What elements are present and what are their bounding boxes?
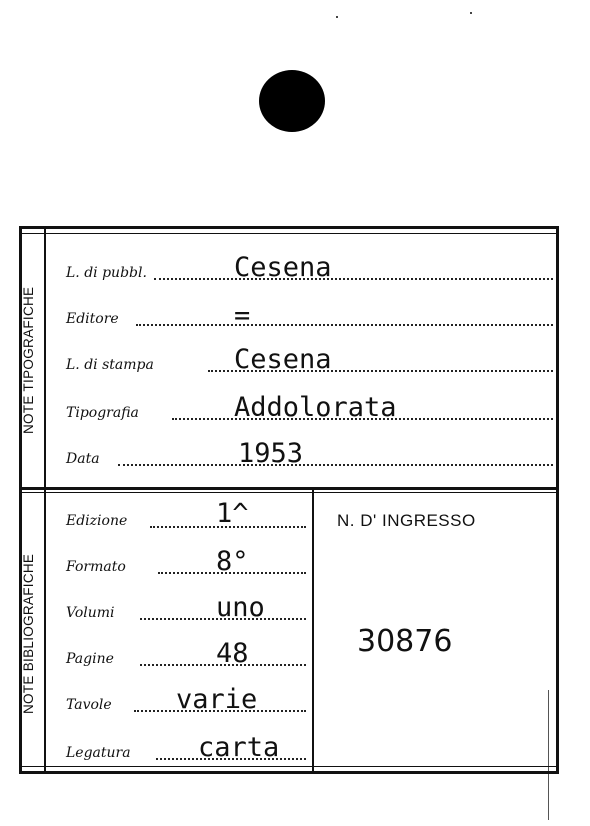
field-label: Legatura	[66, 745, 131, 761]
field-value: =	[234, 300, 251, 331]
label-column-rule	[44, 229, 46, 771]
field-value: 48	[216, 638, 249, 669]
card-inner-rule	[22, 233, 556, 234]
field-value: uno	[216, 592, 265, 623]
field-label: Editore	[66, 311, 119, 327]
field-label: Edizione	[66, 513, 128, 529]
field-value: carta	[198, 732, 280, 763]
field-label: Pagine	[66, 651, 114, 667]
punch-hole	[259, 70, 325, 132]
section-divider	[22, 492, 556, 493]
section-label-tipografiche: NOTE TIPOGRAFICHE	[21, 286, 36, 434]
field-value: 1953	[238, 438, 304, 469]
speck	[336, 16, 338, 18]
field-row-data	[66, 439, 553, 469]
field-row-tipografia	[66, 393, 553, 423]
field-row-edizione	[66, 498, 306, 531]
speck	[470, 12, 472, 14]
card-inner-rule	[22, 766, 556, 767]
field-value: varie	[176, 684, 258, 715]
field-row-formato	[66, 547, 306, 577]
field-row-luogo-pubblicazione	[66, 253, 553, 283]
field-label: Formato	[66, 559, 126, 575]
field-row-legatura	[66, 733, 306, 763]
field-label: Volumi	[66, 605, 115, 621]
field-value: Cesena	[234, 344, 332, 375]
ingresso-number: 30876	[357, 624, 453, 659]
field-label: L. di pubbl.	[66, 265, 147, 281]
ingresso-label: N. D' INGRESSO	[337, 511, 476, 530]
catalog-card	[19, 226, 559, 774]
field-row-editore	[66, 299, 553, 329]
field-row-volumi	[66, 593, 306, 623]
dotted-line	[136, 324, 553, 326]
field-row-tavole	[66, 685, 306, 715]
field-label: Tipografia	[66, 405, 139, 421]
field-label: Data	[66, 451, 100, 467]
field-row-pagine	[66, 639, 306, 669]
section-divider	[22, 487, 556, 490]
field-label: Tavole	[66, 697, 112, 713]
dotted-line	[118, 464, 553, 466]
section-label-bibliografiche: NOTE BIBLIOGRAFICHE	[21, 553, 36, 715]
dotted-line	[154, 278, 553, 280]
field-value: Addolorata	[234, 392, 397, 423]
field-value: Cesena	[234, 252, 332, 283]
field-row-luogo-stampa	[66, 345, 553, 375]
ingresso-column-divider	[312, 490, 314, 771]
field-value: 1^	[216, 498, 249, 529]
field-label: L. di stampa	[66, 357, 154, 373]
field-value: 8°	[216, 546, 249, 577]
